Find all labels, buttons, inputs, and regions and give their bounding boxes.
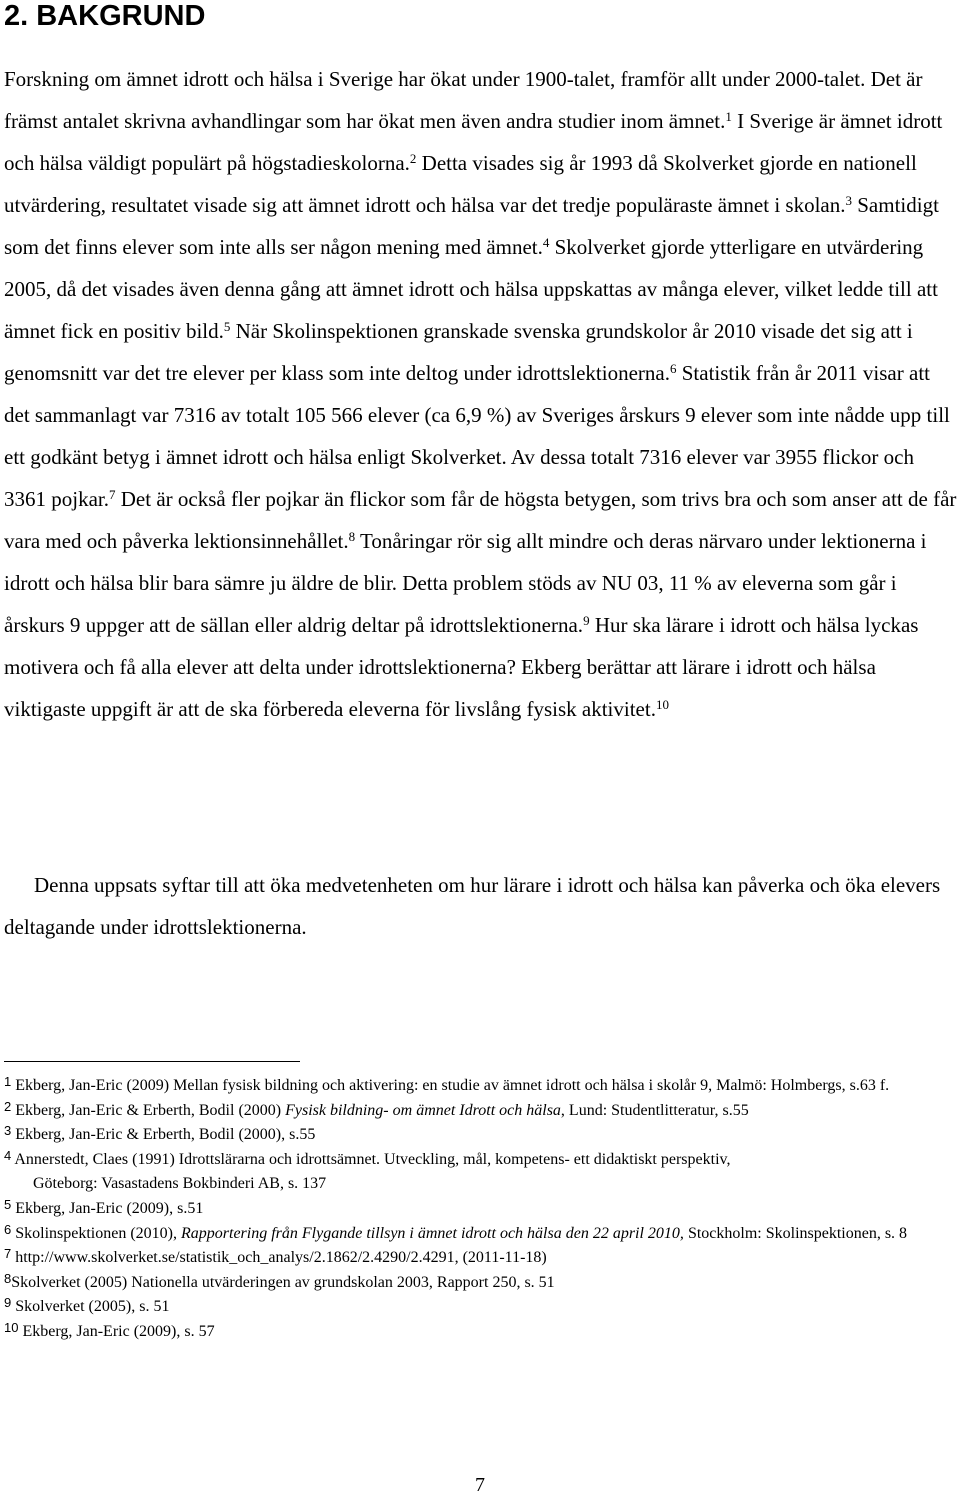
footnote-number: 2 [4, 1098, 12, 1114]
footnote-number: 9 [4, 1295, 12, 1311]
footnote-text: Stockholm: Skolinspektionen, s. 8 [683, 1224, 908, 1242]
paragraph-text: Statistik från år 2011 visar att det sammanlagt var 7316 av totalt 105 566 elever (ca 6,9 %) av Sveriges årskurs 9 elever som inte nådde upp till ett godkänt betyg i ämnet idrott och hälsa enligt Skolverket. Av dessa totalt 7316 elever var 3955 flickor och 3361 pojkar. [4, 361, 950, 511]
footnote-link[interactable]: http://www.skolverket.se/statistik_och_analys/2.1862/2.4290/2.4291, (2011-11-18) [15, 1249, 547, 1267]
paragraph-text: När Skolinspektionen granskade svenska grundskolor år 2010 visade det sig att i genomsnitt var det tre elever per klass som inte deltog under idrottslektionerna. [4, 319, 913, 385]
footnote-text: Ekberg, Jan-Eric (2009), s.51 [15, 1199, 204, 1217]
footnote-number: 6 [4, 1221, 12, 1237]
footnote-ref-6: 6 [669, 361, 677, 376]
footnote-7 [4, 1246, 954, 1271]
footnote-ref-5: 5 [223, 319, 231, 334]
footnote-ref-3: 3 [845, 193, 852, 208]
footnote-4 [4, 1148, 954, 1197]
footnote-ref-8: 8 [348, 529, 356, 544]
footnote-1 [4, 1074, 954, 1099]
footnote-text: Ekberg, Jan-Eric & Erberth, Bodil (2000) [15, 1101, 286, 1119]
section-heading: 2. BAKGRUND [4, 0, 206, 32]
footnote-text: Skolverket (2005), s. 51 [15, 1298, 170, 1316]
footnote-10 [4, 1320, 954, 1345]
footnote-ref-1: 1 [725, 109, 732, 124]
footnote-number: 10 [4, 1319, 19, 1335]
footnote-number: 3 [4, 1123, 12, 1139]
footnote-text: Ekberg, Jan-Eric (2009), s. 57 [22, 1322, 215, 1340]
footnote-text: Ekberg, Jan-Eric & Erberth, Bodil (2000), s.55 [15, 1126, 316, 1144]
footnote-ref-9: 9 [583, 613, 590, 628]
paragraph-text: Detta visades sig år 1993 då Skolverket gjorde en nationell utvärdering, resultatet visade sig att ämnet idrott och hälsa var det tredje populäraste ämnet i skolan. [4, 151, 917, 217]
paragraph-text: Det är också fler pojkar än flickor som får de högsta betygen, som trivs bra och som anser att de får vara med och påverka lektionsinnehållet. [4, 487, 957, 553]
footnote-ref-2: 2 [409, 151, 417, 166]
paragraph-text: Skolverket gjorde ytterligare en utvärdering 2005, då det visades även denna gång att ämnet idrott och hälsa uppskattas av många elever, vilket ledde till att ämnet fick en positiv bild. [4, 235, 938, 343]
footnote-title: Rapportering från Flygande tillsyn i ämnet idrott och hälsa den 22 april 2010, [181, 1224, 684, 1242]
footnote-ref-4: 4 [542, 235, 550, 250]
footnote-title: Fysisk bildning- om ämnet Idrott och hälsa [285, 1101, 561, 1119]
footnote-text: Ekberg, Jan-Eric (2009) Mellan fysisk bildning och aktivering: en studie av ämnet idrott och hälsa i skolår 9, Malmö: Holmbergs, s.63 f. [15, 1077, 890, 1094]
footnote-divider [4, 1061, 300, 1062]
page-number: 7 [475, 1474, 485, 1496]
footnote-9 [4, 1295, 954, 1320]
footnote-text: , Lund: Studentlitteratur, s.55 [560, 1101, 749, 1119]
paragraph-text: Forskning om ämnet idrott och hälsa i Sverige har ökat under 1900-talet, framför allt under 2000-talet. Det är främst antalet skrivna avhandlingar som har ökat men även andra studier inom ämnet. [4, 67, 923, 133]
paragraph-text: Samtidigt som det finns elever som inte alls ser någon mening med ämnet. [4, 193, 939, 259]
footnote-5 [4, 1197, 954, 1222]
footnote-number: 8 [4, 1270, 12, 1286]
footnote-2 [4, 1099, 954, 1124]
footnotes [4, 1074, 954, 1345]
footnote-6 [4, 1222, 954, 1247]
body-paragraph-2: Denna uppsats syftar till att öka medvetenheten om hur lärare i idrott och hälsa kan påverka och öka elevers deltagande under idrottslektionerna. [4, 873, 941, 939]
footnote-8 [4, 1271, 954, 1296]
footnote-number: 4 [4, 1147, 12, 1163]
paragraph-text: Hur ska lärare i idrott och hälsa lyckas motivera och få alla elever att delta under idrottslektionerna? Ekberg berättar att lärare i idrott och hälsa viktigaste uppgift är att de ska förbereda eleverna för livslång fysisk aktivitet. [4, 613, 919, 721]
footnote-ref-7: 7 [109, 487, 116, 502]
footnote-ref-10: 10 [655, 697, 669, 712]
footnote-text: Skolinspektionen (2010), [15, 1224, 181, 1242]
footnote-number: 5 [4, 1196, 12, 1212]
footnote-number: 7 [4, 1246, 12, 1262]
footnote-text: Annerstedt, Claes (1991) Idrottslärarna och idrottsämnet. Utveckling, mål, kompetens- ett didaktiskt perspektiv, [14, 1150, 731, 1168]
footnote-number: 1 [4, 1074, 12, 1089]
paragraph-text: I Sverige är ämnet idrott och hälsa väldigt populärt på högstadieskolorna. [4, 109, 943, 175]
paragraph-text: Tonåringar rör sig allt mindre och deras närvaro under lektionerna i idrott och hälsa blir bara sämre ju äldre de blir. Detta problem stöds av NU 03, 11 % av eleverna som går i årskurs 9 uppger att de sällan eller aldrig deltar på idrottslektionerna. [4, 529, 927, 637]
body-paragraph-1 [4, 58, 958, 730]
footnote-text: Skolverket (2005) Nationella utvärderingen av grundskolan 2003, Rapport 250, s. 51 [11, 1273, 555, 1291]
footnote-3 [4, 1123, 954, 1148]
footnote-text: Göteborg: Vasastadens Bokbinderi AB, s. 137 [33, 1175, 327, 1193]
